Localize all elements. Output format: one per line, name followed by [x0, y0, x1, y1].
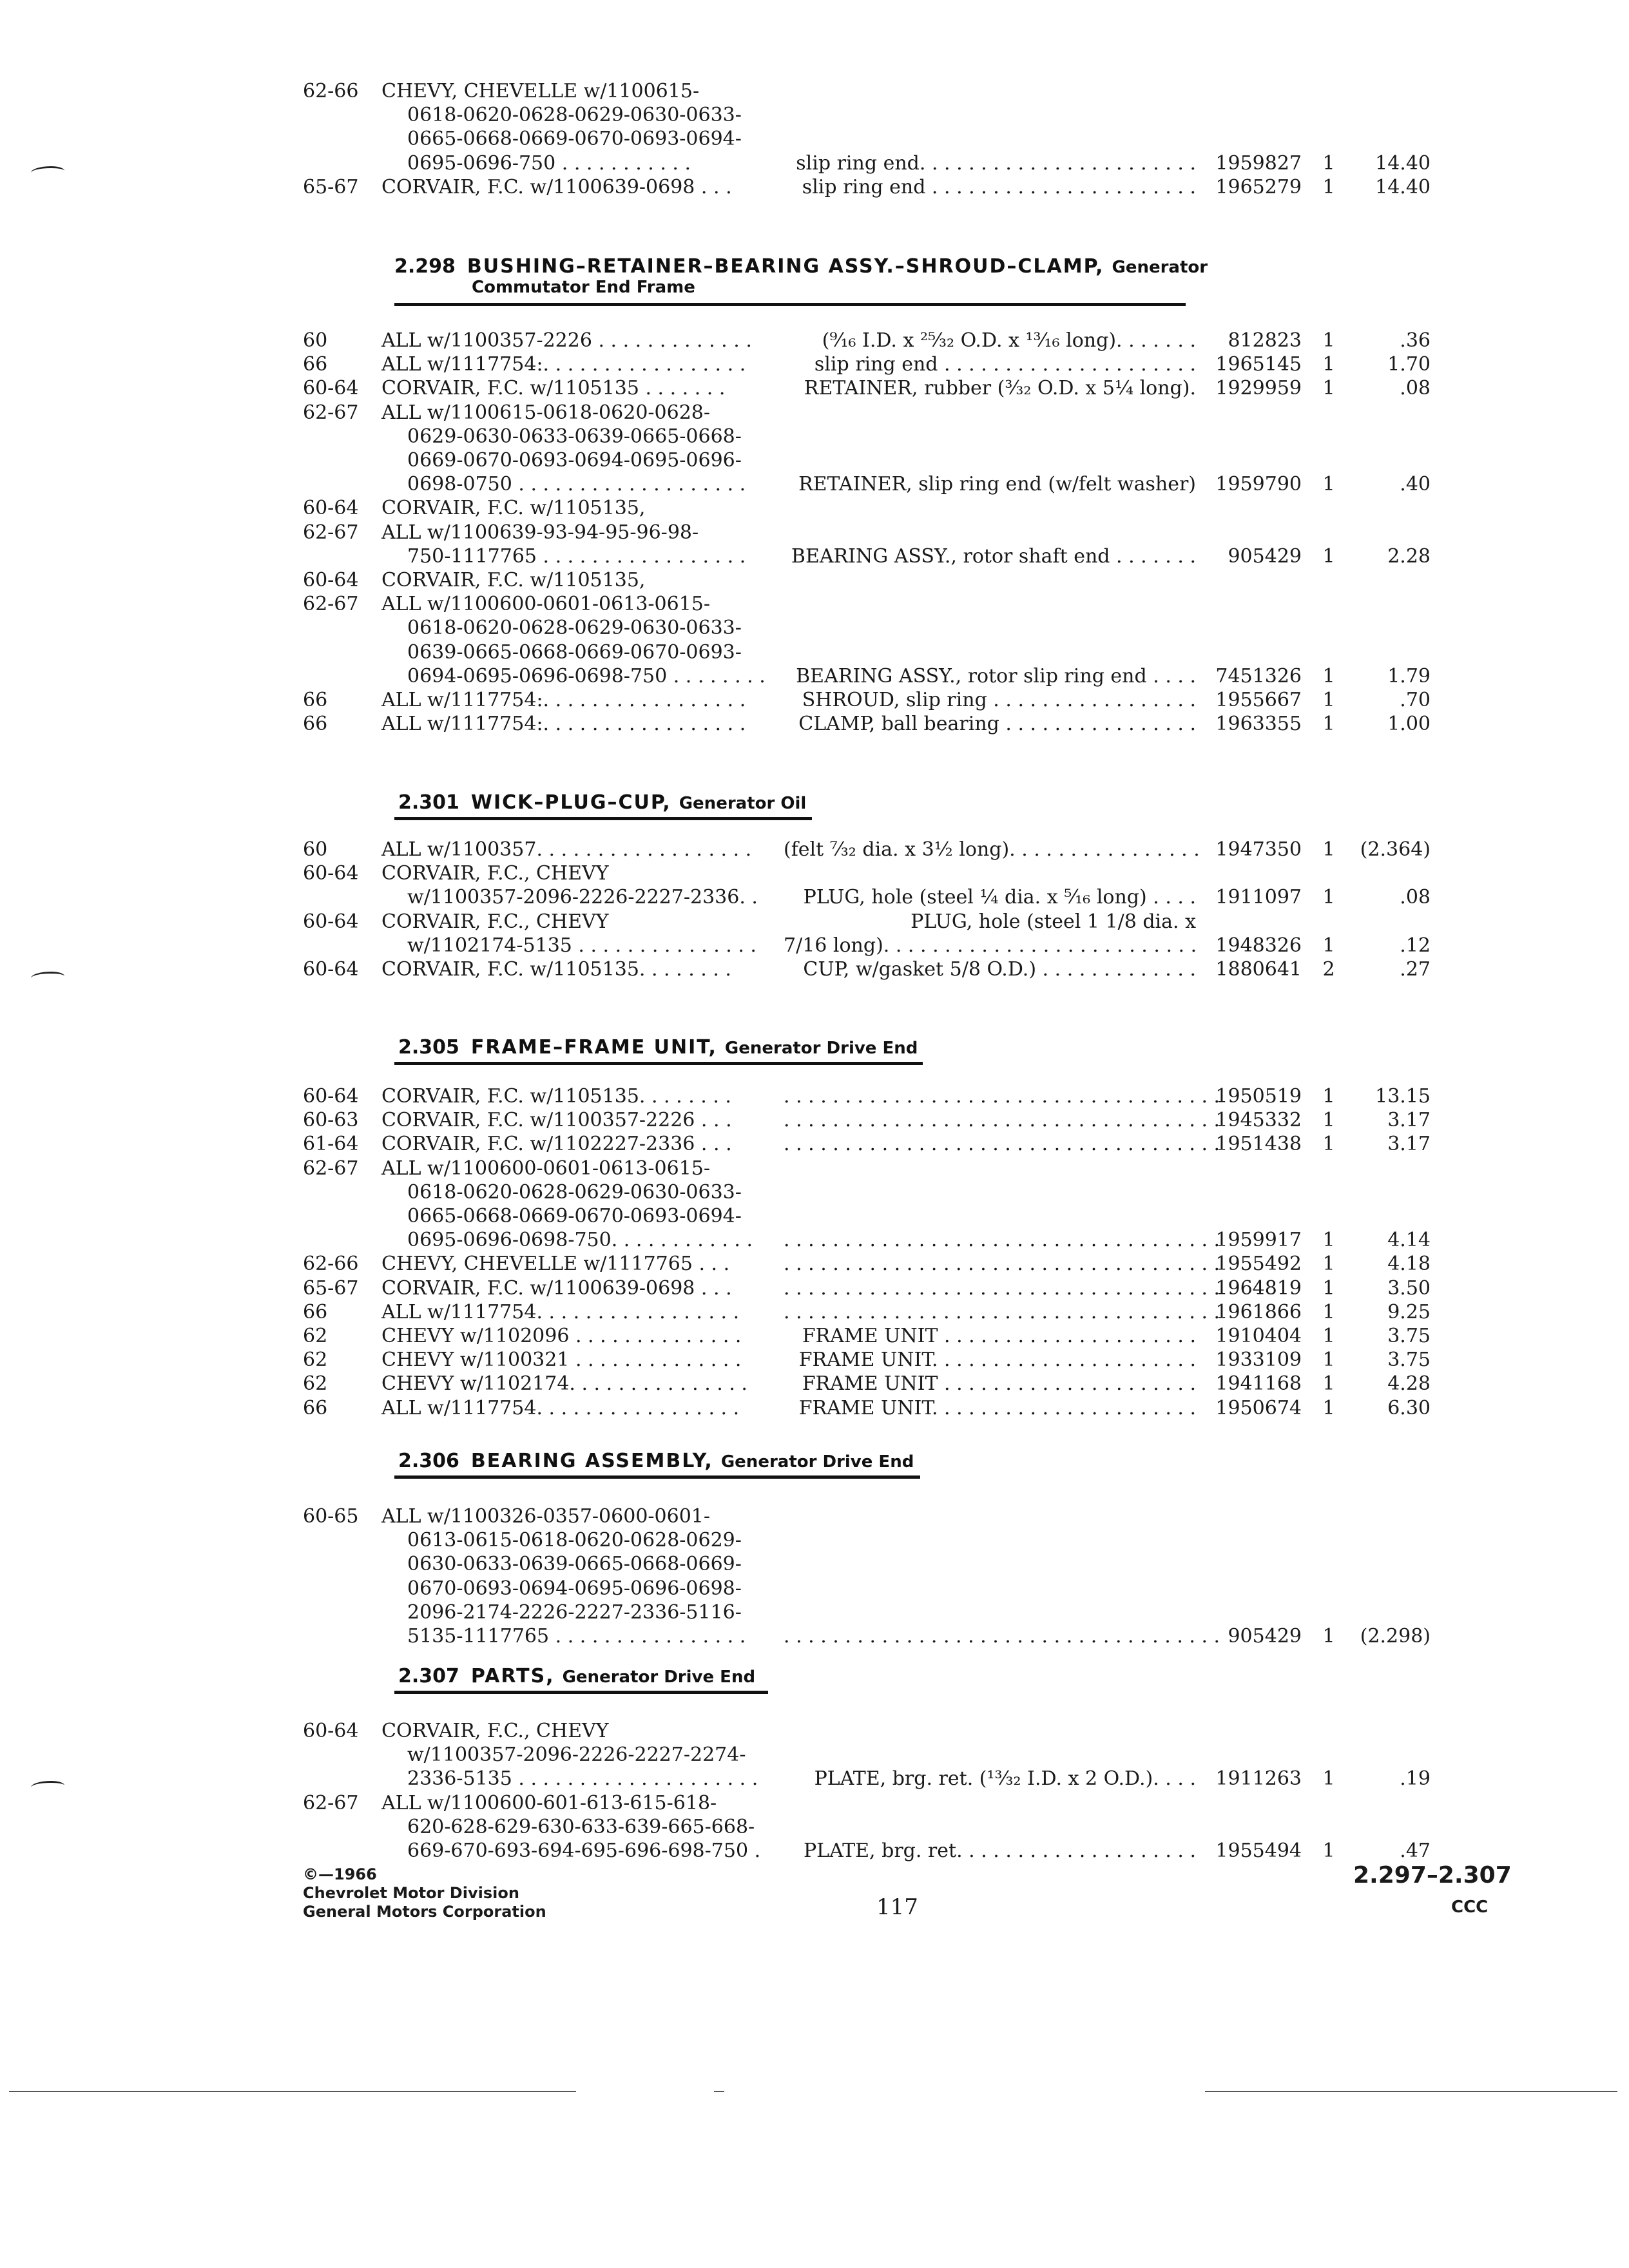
heading-underline — [394, 817, 812, 820]
application: 0639-0665-0668-0669-0670-0693- — [407, 640, 742, 664]
table-row — [0, 1815, 1629, 1839]
application: 0669-0670-0693-0694-0695-0696- — [407, 449, 742, 472]
table-row — [0, 175, 1629, 199]
price: 4.14 — [1387, 1229, 1431, 1252]
model-year: 62-67 — [303, 1157, 359, 1180]
application: CHEVY, CHEVELLE w/1117765 . . . — [381, 1253, 730, 1276]
table-row — [0, 1276, 1629, 1300]
table-row — [0, 688, 1629, 712]
catalog-code: CCC — [1451, 1898, 1489, 1917]
application: 0670-0693-0694-0695-0696-0698- — [407, 1577, 742, 1600]
table-row — [0, 1108, 1629, 1132]
quantity: 1 — [1322, 1840, 1335, 1862]
price: .47 — [1400, 1840, 1431, 1862]
section-title: BEARING ASSEMBLY, — [470, 1450, 713, 1472]
part-description: . . . . . . . . . . . . . . . . . . . . . . . . . . . . . . . . . . . . — [784, 1276, 1220, 1300]
model-year: 60-64 — [303, 1720, 359, 1742]
part-description: FRAME UNIT . . . . . . . . . . . . . . . . . . . . . — [802, 1325, 1196, 1347]
section-range: 2.297–2.307 — [1353, 1862, 1512, 1888]
price: 1.79 — [1387, 664, 1431, 687]
table-row — [0, 1719, 1629, 1743]
model-year: 62-67 — [303, 1791, 359, 1814]
application: CORVAIR, F.C. w/1105135, — [381, 497, 646, 520]
price: .36 — [1400, 329, 1431, 352]
footer-publisher — [303, 1865, 546, 1921]
table-row — [0, 376, 1629, 400]
section-number: 2.305 — [398, 1036, 459, 1059]
part-number: 1955494 — [1215, 1840, 1302, 1862]
part-number: 1955667 — [1215, 689, 1302, 711]
model-year: 60-65 — [303, 1505, 359, 1528]
price: .27 — [1400, 958, 1431, 981]
part-description: slip ring end . . . . . . . . . . . . . . . . . . . . . — [814, 353, 1196, 376]
table-row — [0, 352, 1629, 376]
model-year: 65-67 — [303, 175, 359, 198]
model-year: 60-64 — [303, 958, 359, 981]
table-row — [0, 1624, 1629, 1648]
table-row — [0, 640, 1629, 664]
quantity: 1 — [1322, 1396, 1335, 1419]
application: 0630-0633-0639-0665-0668-0669- — [407, 1553, 742, 1576]
table-row — [0, 448, 1629, 472]
application: ALL w/1100326-0357-0600-0601- — [381, 1505, 711, 1528]
table-row — [0, 1552, 1629, 1576]
application: 0618-0620-0628-0629-0630-0633- — [407, 617, 742, 640]
part-description: RETAINER, rubber (³⁄₃₂ O.D. x 5¼ long). — [804, 377, 1196, 400]
table-row — [0, 1252, 1629, 1276]
section-number: 2.301 — [398, 791, 459, 814]
application: CORVAIR, F.C. w/1105135, — [381, 569, 646, 591]
application: ALL w/1117754:. . . . . . . . . . . . . . . . . — [381, 353, 746, 376]
model-year: 66 — [303, 353, 328, 376]
part-description: . . . . . . . . . . . . . . . . . . . . . . . . . . . . . . . . . . . . — [784, 1253, 1220, 1276]
price: 13.15 — [1375, 1085, 1431, 1108]
quantity: 1 — [1322, 1253, 1335, 1276]
section-number: 2.306 — [398, 1450, 459, 1472]
table-row — [0, 1767, 1629, 1791]
part-number: 1945332 — [1215, 1109, 1302, 1132]
application: 750-1117765 . . . . . . . . . . . . . . . . . — [407, 544, 746, 568]
application: CORVAIR, F.C., CHEVY — [381, 910, 609, 933]
section-subtitle: Generator Drive End — [562, 1667, 756, 1687]
table-row — [0, 496, 1629, 520]
section-subtitle: Generator Drive End — [724, 1039, 918, 1058]
part-description: FRAME UNIT. . . . . . . . . . . . . . . . . . . . . . — [798, 1396, 1196, 1419]
application: 669-670-693-694-695-696-698-750 . — [407, 1840, 761, 1862]
application: CORVAIR, F.C. w/1100357-2226 . . . — [381, 1109, 732, 1132]
application: CORVAIR, F.C. w/1105135 . . . . . . . — [381, 377, 726, 400]
table-row — [0, 838, 1629, 861]
application: CORVAIR, F.C. w/1105135. . . . . . . . — [381, 1085, 731, 1108]
price: .19 — [1400, 1767, 1431, 1791]
quantity: 1 — [1322, 1625, 1335, 1648]
model-year: 62-67 — [303, 521, 359, 544]
model-year: 62-66 — [303, 80, 359, 102]
table-row — [0, 1504, 1629, 1528]
quantity: 1 — [1322, 1325, 1335, 1347]
part-number: 1910404 — [1215, 1325, 1302, 1347]
price: 1.00 — [1387, 713, 1431, 736]
table-row — [0, 472, 1629, 496]
price: 14.40 — [1375, 151, 1431, 175]
application: CHEVY w/1100321 . . . . . . . . . . . . . . — [381, 1349, 742, 1372]
model-year: 62 — [303, 1325, 328, 1347]
table-row — [0, 1132, 1629, 1156]
application: ALL w/1100615-0618-0620-0628- — [381, 401, 711, 424]
price: .40 — [1400, 473, 1431, 496]
part-description: . . . . . . . . . . . . . . . . . . . . . . . . . . . . . . . . . . . . — [784, 1109, 1220, 1132]
table-row — [0, 1084, 1629, 1108]
model-year: 60-64 — [303, 377, 359, 400]
part-number: 7451326 — [1215, 664, 1302, 687]
table-row — [0, 151, 1629, 175]
page-number: 117 — [876, 1894, 918, 1920]
part-description: (⁹⁄₁₆ I.D. x ²⁵⁄₃₂ O.D. x ¹³⁄₁₆ long). . . . . . . — [822, 329, 1196, 352]
quantity: 1 — [1322, 1229, 1335, 1252]
table-row — [0, 1157, 1629, 1180]
punch-mark — [31, 972, 64, 983]
part-number: 1933109 — [1215, 1349, 1302, 1372]
table-row — [0, 1791, 1629, 1815]
part-description: . . . . . . . . . . . . . . . . . . . . . . . . . . . . . . . . . . . . — [784, 1625, 1220, 1648]
model-year: 60 — [303, 329, 328, 352]
punch-mark — [31, 166, 64, 177]
part-description: FRAME UNIT . . . . . . . . . . . . . . . . . . . . . — [802, 1372, 1196, 1396]
application: ALL w/1117754. . . . . . . . . . . . . . . . . — [381, 1396, 740, 1419]
part-number: 1959790 — [1215, 473, 1302, 496]
part-number: 1965279 — [1215, 175, 1302, 198]
price: .08 — [1400, 886, 1431, 909]
price: 1.70 — [1387, 353, 1431, 376]
application: 0694-0695-0696-0698-750 . . . . . . . . — [407, 664, 766, 687]
model-year: 66 — [303, 689, 328, 711]
quantity: 1 — [1322, 151, 1335, 175]
part-number: 1965145 — [1215, 353, 1302, 376]
table-row — [0, 521, 1629, 544]
section-title: FRAME–FRAME UNIT, — [470, 1036, 717, 1059]
part-number: 812823 — [1228, 329, 1302, 352]
part-number: 1951438 — [1215, 1133, 1302, 1156]
part-description: . . . . . . . . . . . . . . . . . . . . . . . . . . . . . . . . . . . . — [784, 1133, 1220, 1156]
application: ALL w/1100357. . . . . . . . . . . . . . . . . . — [381, 838, 752, 861]
application: w/1102174-5135 . . . . . . . . . . . . . . . — [407, 934, 757, 957]
application: CORVAIR, F.C. w/1100639-0698 . . . — [381, 175, 732, 198]
table-row — [0, 425, 1629, 448]
application: 0665-0668-0669-0670-0693-0694- — [407, 128, 742, 151]
price: 3.17 — [1387, 1109, 1431, 1132]
section-heading-2-305 — [398, 1036, 918, 1059]
punch-mark — [31, 1781, 64, 1792]
part-number: 1948326 — [1215, 934, 1302, 957]
quantity: 1 — [1322, 473, 1335, 496]
part-description: slip ring end . . . . . . . . . . . . . . . . . . . . . . — [802, 175, 1196, 198]
part-description: CUP, w/gasket 5/8 O.D.) . . . . . . . . . . . . . — [803, 958, 1196, 981]
application: 0618-0620-0628-0629-0630-0633- — [407, 104, 742, 127]
model-year: 66 — [303, 1396, 328, 1419]
price: .12 — [1400, 934, 1431, 957]
price: (2.298) — [1360, 1625, 1431, 1648]
table-row — [0, 934, 1629, 957]
table-row — [0, 103, 1629, 127]
price: 9.25 — [1387, 1300, 1431, 1323]
table-row — [0, 1743, 1629, 1767]
heading-underline — [394, 1062, 923, 1065]
model-year: 60-63 — [303, 1109, 359, 1132]
quantity: 1 — [1322, 175, 1335, 198]
table-row — [0, 712, 1629, 736]
table-row — [0, 1204, 1629, 1228]
model-year: 62-67 — [303, 593, 359, 616]
application: 0695-0696-0698-750. . . . . . . . . . . . — [407, 1229, 753, 1252]
section-number: 2.307 — [398, 1665, 459, 1687]
application: 0613-0615-0618-0620-0628-0629- — [407, 1529, 742, 1552]
quantity: 2 — [1322, 958, 1335, 981]
price: 3.17 — [1387, 1133, 1431, 1156]
table-row — [0, 910, 1629, 934]
part-description: . . . . . . . . . . . . . . . . . . . . . . . . . . . . . . . . . . . . — [784, 1300, 1220, 1323]
part-description: 7/16 long). . . . . . . . . . . . . . . . . . . . . . . . . . — [784, 934, 1197, 957]
heading-underline — [394, 1691, 768, 1694]
application: w/1100357-2096-2226-2227-2274- — [407, 1744, 746, 1767]
part-number: 1961866 — [1215, 1300, 1302, 1323]
table-row — [0, 1348, 1629, 1372]
application: 0629-0630-0633-0639-0665-0668- — [407, 425, 742, 448]
model-year: 60-64 — [303, 862, 359, 885]
price: 4.28 — [1387, 1372, 1431, 1396]
section-heading-2-306 — [398, 1450, 914, 1472]
table-row — [0, 1577, 1629, 1600]
application: ALL w/1100639-93-94-95-96-98- — [381, 521, 699, 544]
quantity: 1 — [1322, 1109, 1335, 1132]
section-number: 2.298 — [394, 255, 456, 278]
quantity: 1 — [1322, 1300, 1335, 1323]
price: 3.75 — [1387, 1325, 1431, 1347]
table-row — [0, 1396, 1629, 1420]
section-title: WICK–PLUG–CUP, — [470, 791, 671, 814]
application: CORVAIR, F.C. w/1102227-2336 . . . — [381, 1133, 732, 1156]
application: ALL w/1117754. . . . . . . . . . . . . . . . . — [381, 1300, 740, 1323]
model-year: 62-67 — [303, 401, 359, 424]
price: 4.18 — [1387, 1253, 1431, 1276]
price: .08 — [1400, 377, 1431, 400]
application: CORVAIR, F.C. w/1105135. . . . . . . . — [381, 958, 731, 981]
application: 0618-0620-0628-0629-0630-0633- — [407, 1180, 742, 1204]
table-row — [0, 1839, 1629, 1863]
table-row — [0, 79, 1629, 103]
price: 3.50 — [1387, 1276, 1431, 1300]
table-row — [0, 329, 1629, 352]
quantity: 1 — [1322, 689, 1335, 711]
table-row — [0, 664, 1629, 688]
quantity: 1 — [1322, 1372, 1335, 1396]
part-number: 1963355 — [1215, 713, 1302, 736]
part-number: 905429 — [1228, 1625, 1302, 1648]
table-row — [0, 544, 1629, 568]
part-description: RETAINER, slip ring end (w/felt washer) — [798, 473, 1196, 496]
table-row — [0, 568, 1629, 592]
part-number: 1950519 — [1215, 1085, 1302, 1108]
part-description: PLATE, brg. ret. . . . . . . . . . . . . . . . . . . . — [804, 1840, 1196, 1862]
quantity: 1 — [1322, 664, 1335, 687]
application: 2096-2174-2226-2227-2336-5116- — [407, 1600, 742, 1624]
model-year: 62 — [303, 1372, 328, 1396]
table-row — [0, 127, 1629, 151]
copyright: ©—1966 — [303, 1865, 377, 1883]
part-number: 1950674 — [1215, 1396, 1302, 1419]
part-description: . . . . . . . . . . . . . . . . . . . . . . . . . . . . . . . . . . . . — [784, 1229, 1220, 1252]
table-row — [0, 401, 1629, 425]
price: 2.28 — [1387, 544, 1431, 568]
model-year: 66 — [303, 713, 328, 736]
quantity: 1 — [1322, 1133, 1335, 1156]
quantity: 1 — [1322, 934, 1335, 957]
quantity: 1 — [1322, 713, 1335, 736]
price: .70 — [1400, 689, 1431, 711]
part-number: 1955492 — [1215, 1253, 1302, 1276]
part-number: 1964819 — [1215, 1276, 1302, 1300]
section-subtitle-2: Commutator End Frame — [472, 278, 695, 297]
model-year: 60 — [303, 838, 328, 861]
table-row — [0, 1600, 1629, 1624]
heading-underline — [394, 1475, 920, 1479]
application: 0665-0668-0669-0670-0693-0694- — [407, 1205, 742, 1227]
section-heading-2-298 — [394, 255, 1208, 297]
quantity: 1 — [1322, 1276, 1335, 1300]
part-number: 1880641 — [1215, 958, 1302, 981]
table-row — [0, 861, 1629, 885]
part-description: BEARING ASSY., rotor shaft end . . . . . . . — [791, 544, 1196, 568]
model-year: 60-64 — [303, 569, 359, 591]
table-row — [0, 1300, 1629, 1324]
application: ALL w/1100600-0601-0613-0615- — [381, 1157, 711, 1180]
application: w/1100357-2096-2226-2227-2336. . — [407, 886, 758, 909]
quantity: 1 — [1322, 1767, 1335, 1791]
table-row — [0, 1180, 1629, 1204]
table-row — [0, 1372, 1629, 1396]
division-name: Chevrolet Motor Division — [303, 1884, 519, 1902]
part-description: PLUG, hole (steel ¼ dia. x ⁵⁄₁₆ long) . . . . — [803, 886, 1196, 909]
quantity: 1 — [1322, 377, 1335, 400]
application: CHEVY w/1102174. . . . . . . . . . . . . . . — [381, 1372, 747, 1396]
model-year: 61-64 — [303, 1133, 359, 1156]
section-subtitle: Generator Drive End — [720, 1452, 914, 1472]
price: 14.40 — [1375, 175, 1431, 198]
model-year: 66 — [303, 1300, 328, 1323]
part-description: PLATE, brg. ret. (¹³⁄₃₂ I.D. x 2 O.D.). . . . — [814, 1767, 1196, 1791]
table-row — [0, 1528, 1629, 1552]
part-number: 1911097 — [1215, 886, 1302, 909]
part-description: FRAME UNIT. . . . . . . . . . . . . . . . . . . . . . — [798, 1349, 1196, 1372]
page-edge-line — [714, 2091, 724, 2092]
application: 620-628-629-630-633-639-665-668- — [407, 1815, 755, 1838]
heading-underline — [394, 303, 1186, 306]
part-description: . . . . . . . . . . . . . . . . . . . . . . . . . . . . . . . . . . . . — [784, 1085, 1220, 1108]
application: ALL w/1117754:. . . . . . . . . . . . . . . . . — [381, 689, 746, 711]
quantity: 1 — [1322, 353, 1335, 376]
part-description: BEARING ASSY., rotor slip ring end . . . . — [796, 664, 1196, 687]
price: 3.75 — [1387, 1349, 1431, 1372]
quantity: 1 — [1322, 1085, 1335, 1108]
price: 6.30 — [1387, 1396, 1431, 1419]
application: 0695-0696-750 . . . . . . . . . . . — [407, 151, 691, 175]
application: CHEVY, CHEVELLE w/1100615- — [381, 80, 700, 102]
quantity: 1 — [1322, 329, 1335, 352]
application: 5135-1117765 . . . . . . . . . . . . . . . . — [407, 1625, 746, 1648]
application: CHEVY w/1102096 . . . . . . . . . . . . . . — [381, 1325, 742, 1347]
section-title: PARTS, — [470, 1665, 555, 1687]
model-year: 60-64 — [303, 497, 359, 520]
section-heading-2-307 — [398, 1665, 755, 1687]
page-edge-line — [1205, 2091, 1617, 2092]
table-row — [0, 1228, 1629, 1252]
application: CORVAIR, F.C., CHEVY — [381, 1720, 609, 1742]
application: ALL w/1100600-601-613-615-618- — [381, 1791, 717, 1814]
application: 0698-0750 . . . . . . . . . . . . . . . . . . . — [407, 473, 746, 496]
price: (2.364) — [1360, 838, 1431, 861]
part-description: (felt ⁷⁄₃₂ dia. x 3½ long). . . . . . . . . . . . . . . . — [784, 838, 1200, 861]
part-number: 1911263 — [1215, 1767, 1302, 1791]
table-row — [0, 592, 1629, 616]
part-number: 1929959 — [1215, 377, 1302, 400]
quantity: 1 — [1322, 544, 1335, 568]
model-year: 65-67 — [303, 1276, 359, 1300]
part-description: SHROUD, slip ring . . . . . . . . . . . . . . . . . — [802, 689, 1196, 711]
table-row — [0, 957, 1629, 981]
section-heading-2-301 — [398, 791, 806, 814]
quantity: 1 — [1322, 838, 1335, 861]
table-row — [0, 885, 1629, 909]
section-title: BUSHING–RETAINER–BEARING ASSY.–SHROUD–CLAMP, — [467, 255, 1104, 278]
application: ALL w/1100600-0601-0613-0615- — [381, 593, 711, 616]
part-number: 1947350 — [1215, 838, 1302, 861]
part-description: slip ring end. . . . . . . . . . . . . . . . . . . . . . . — [796, 151, 1196, 175]
part-number: 1941168 — [1215, 1372, 1302, 1396]
application: 2336-5135 . . . . . . . . . . . . . . . . . . . . — [407, 1767, 758, 1791]
model-year: 60-64 — [303, 1085, 359, 1108]
part-description: CLAMP, ball bearing . . . . . . . . . . . . . . . . — [798, 713, 1196, 736]
section-subtitle: Generator Oil — [679, 794, 807, 813]
model-year: 62 — [303, 1349, 328, 1372]
quantity: 1 — [1322, 886, 1335, 909]
application: ALL w/1117754:. . . . . . . . . . . . . . . . . — [381, 713, 746, 736]
part-description: PLUG, hole (steel 1 1/8 dia. x — [911, 910, 1196, 933]
application: CORVAIR, F.C., CHEVY — [381, 862, 609, 885]
model-year: 60-64 — [303, 910, 359, 933]
application: CORVAIR, F.C. w/1100639-0698 . . . — [381, 1276, 732, 1300]
model-year: 62-66 — [303, 1253, 359, 1276]
section-subtitle: Generator — [1112, 258, 1208, 277]
application: ALL w/1100357-2226 . . . . . . . . . . . . . — [381, 329, 752, 352]
quantity: 1 — [1322, 1349, 1335, 1372]
part-number: 1959917 — [1215, 1229, 1302, 1252]
part-number: 1959827 — [1215, 151, 1302, 175]
table-row — [0, 1324, 1629, 1348]
table-row — [0, 616, 1629, 640]
page-edge-line — [9, 2091, 576, 2092]
part-number: 905429 — [1228, 544, 1302, 568]
corporation-name: General Motors Corporation — [303, 1903, 546, 1921]
